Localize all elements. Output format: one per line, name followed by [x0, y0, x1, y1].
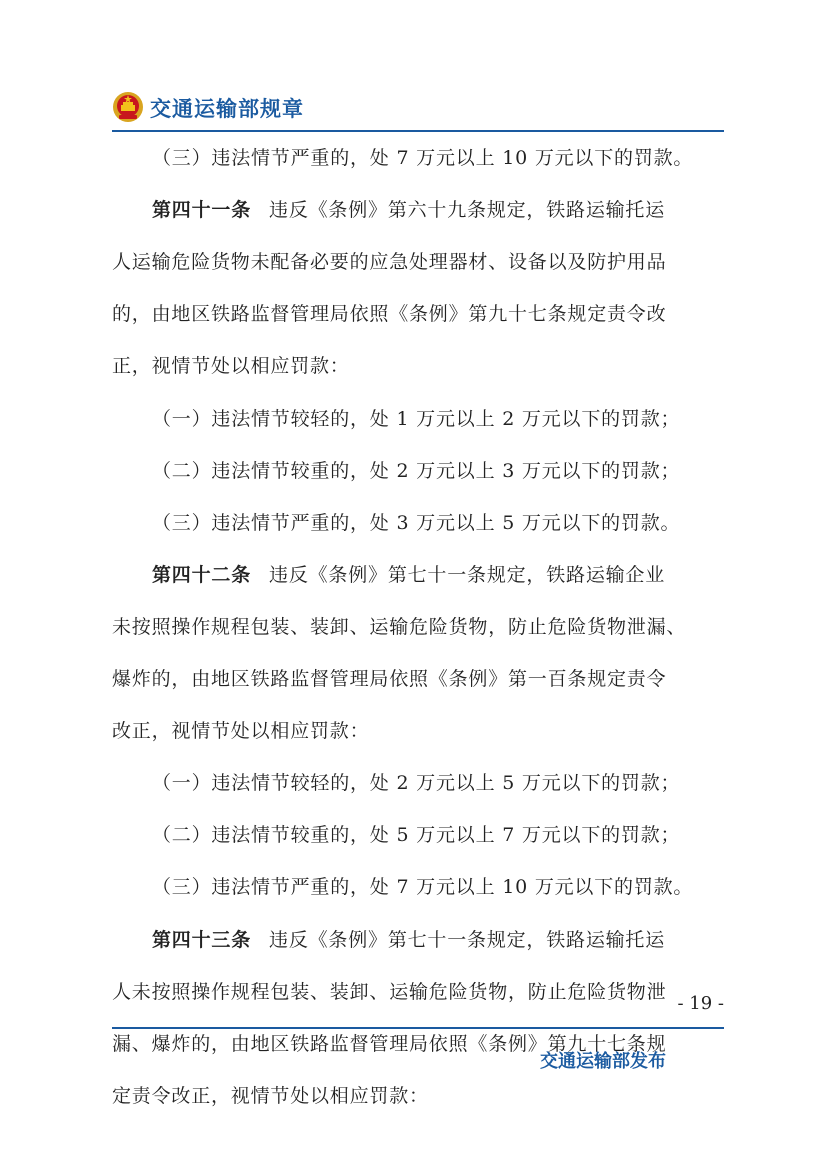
line-text: 定责令改正，视情节处以相应罚款： [112, 1084, 429, 1107]
clause-line [152, 510, 680, 536]
clause-line [152, 458, 680, 484]
article-line [112, 249, 666, 275]
clause-line [152, 822, 680, 848]
article-line [152, 927, 665, 953]
line-text: （二）违法情节较重的，处 5 万元以上 7 万元以下的罚款； [152, 824, 681, 847]
article-line [152, 197, 665, 223]
clause-line [152, 770, 680, 796]
line-text: 正，视情节处以相应罚款： [112, 355, 350, 378]
line-text: 违反《条例》第六十九条规定，铁路运输托运 [269, 199, 666, 222]
header-divider [112, 130, 724, 132]
line-text: 改正，视情节处以相应罚款： [112, 720, 370, 743]
line-text: 人运输危险货物未配备必要的应急处理器材、设备以及防护用品 [112, 251, 667, 274]
article-line [112, 301, 666, 327]
line-text: 违反《条例》第七十一条规定，铁路运输企业 [269, 563, 666, 586]
line-text: （三）违法情节严重的，处 7 万元以上 10 万元以下的罚款。 [152, 876, 694, 899]
line-text: 违反《条例》第七十一条规定，铁路运输托运 [269, 928, 666, 951]
article-line [112, 718, 369, 744]
page-number: - 19 - [677, 993, 724, 1014]
article-line [112, 1083, 429, 1109]
clause-line [152, 406, 680, 432]
line-text: （一）违法情节较轻的，处 2 万元以上 5 万元以下的罚款； [152, 772, 681, 795]
line-text: （三）违法情节严重的，处 3 万元以上 5 万元以下的罚款。 [152, 511, 681, 534]
line-text: （二）违法情节较重的，处 2 万元以上 3 万元以下的罚款； [152, 459, 681, 482]
line-text: 的，由地区铁路监督管理局依照《条例》第九十七条规定责令改 [112, 303, 667, 326]
line-text: （一）违法情节较轻的，处 1 万元以上 2 万元以下的罚款； [152, 407, 681, 430]
article-line [112, 614, 686, 640]
footer-divider [112, 1027, 724, 1029]
article-line [112, 666, 666, 692]
clause-line [152, 874, 693, 900]
article-line [112, 353, 350, 379]
article-number: 第四十一条 [152, 199, 252, 222]
article-line [152, 562, 665, 588]
line-text: 漏、爆炸的，由地区铁路监督管理局依照《条例》第九十七条规 [112, 1032, 667, 1055]
header-title: 交通运输部规章 [150, 97, 304, 121]
line-text: 未按照操作规程包装、装卸、运输危险货物，防止危险货物泄漏、 [112, 615, 687, 638]
line-text: （三）违法情节严重的，处 7 万元以上 10 万元以下的罚款。 [152, 147, 694, 169]
article-number: 第四十二条 [152, 563, 252, 586]
article-number: 第四十三条 [152, 928, 252, 951]
line-text: 人未按照操作规程包装、装卸、运输危险货物，防止危险货物泄 [112, 980, 667, 1003]
clause-line [152, 145, 693, 171]
footer-publisher: 交通运输部发布 [540, 1051, 666, 1072]
line-text: 爆炸的，由地区铁路监督管理局依照《条例》第一百条规定责令 [112, 668, 667, 690]
page-header [112, 86, 724, 130]
article-line [112, 979, 666, 1005]
national-emblem-icon [112, 91, 144, 123]
